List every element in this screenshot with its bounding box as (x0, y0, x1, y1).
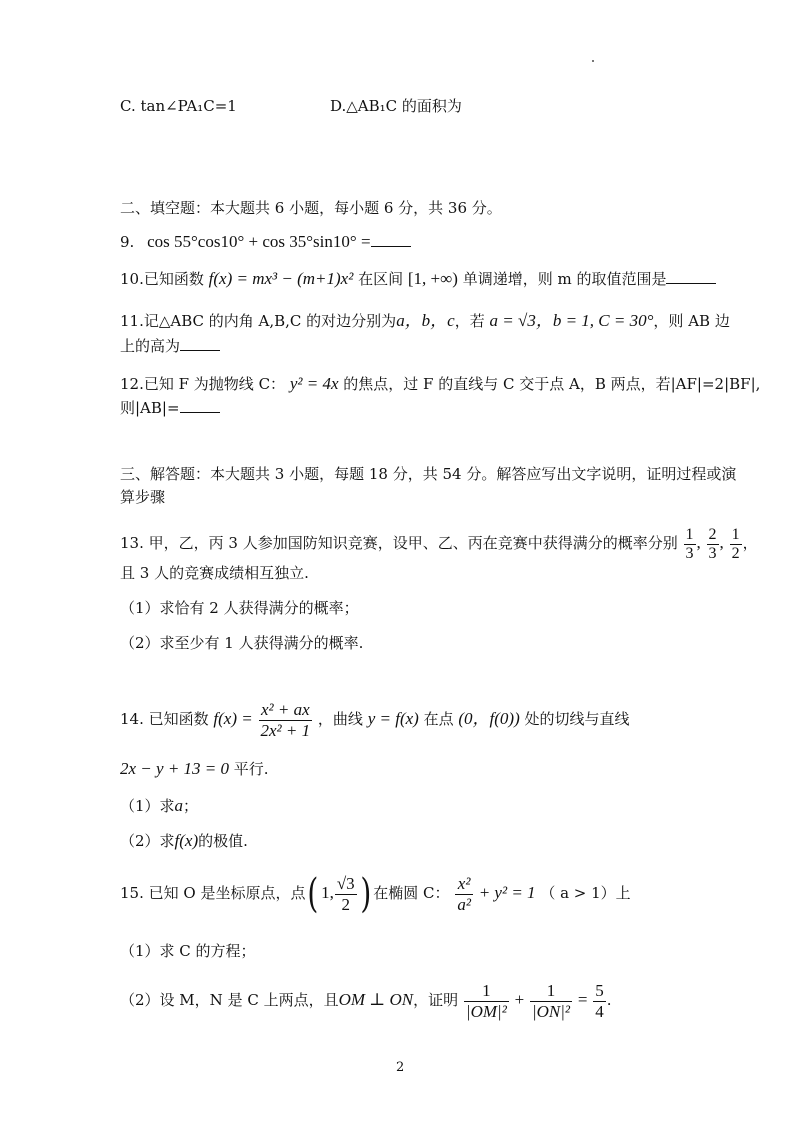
q11-text-a: 11.记△ABC 的内角 A,B,C 的对边分别为 (120, 312, 397, 330)
q11-line2-text: 上的高为 (120, 337, 181, 355)
q14-fraction: $\frac{\text{x² + ax}}{\text{2x² + 1}}$ (260, 699, 311, 740)
q14-lead: 14. 已知函数 (120, 710, 209, 728)
q12-line2-text: 则|AB|= (120, 399, 180, 417)
q15-point-y: $\frac{√3}{2}$ (336, 873, 355, 914)
q12-text-a: 12.已知 F 为抛物线 C： (120, 375, 286, 393)
q10-tail: 单调递增，则 m 的取值范围是 (462, 270, 667, 288)
q14-at: 在点 (423, 710, 454, 728)
page-number: 2 (396, 1060, 405, 1075)
q15-frac-om: $\frac{1}{\text{|OM|²}}$ (465, 980, 507, 1021)
q14-point: (0，f(0)) (458, 709, 520, 728)
q11-conditions: a = √3，b = 1, C = 30° (489, 311, 654, 330)
q13-line2: 且 3 人的竞赛成绩相互独立. (120, 564, 309, 582)
q14-line1 (120, 697, 630, 741)
q10-answer-blank (666, 283, 716, 284)
q9-expression: cos 55°cos10° + cos 35°sin10° = (147, 232, 371, 251)
q13-text: 13. 甲，乙，丙 3 人参加国防知识竞赛，设甲、乙、丙在竞赛中获得满分的概率分别 (120, 534, 678, 552)
q11-text-c: ，则 AB 边 (653, 312, 730, 330)
q15-part2: （2）设 M，N 是 C 上两点，且OM ⊥ ON，证明 $\frac{1}{\text{|OM|²}}$ + $\frac{1}{\text{|ON|²}}$ = $\frac{5}{4}$ . (120, 980, 612, 1021)
q15-point-x: 1, (321, 883, 334, 902)
q15-condition: （ a > 1）上 (540, 884, 631, 902)
section3-heading-line1: 三、解答题：本大题共 3 小题，每题 18 分，共 54 分。解答应写出文字说明，证明过程或演 (120, 465, 737, 483)
q10-interval: [1, +∞) (407, 269, 458, 288)
scan-speck (592, 60, 594, 62)
q10-mid: 在区间 (358, 270, 404, 288)
q10 (120, 268, 716, 290)
q15-perpendicular: OM ⊥ ON (338, 990, 414, 1009)
q14-curve: y = f(x) (367, 709, 419, 728)
q12-line2 (120, 397, 220, 419)
q13-line1: 13. 甲，乙，丙 3 人参加国防知识竞赛，设甲、乙、丙在竞赛中获得满分的概率分别 $\frac{1}{3}$ , $\frac{2}{3}$ , $\frac{1}{2}$ ， (120, 525, 758, 562)
q12-text-b: 的焦点，过 F 的直线与 C 交于点 A，B 两点，若|AF|=2|BF|, (343, 375, 761, 393)
q13-part2: （2）求至少有 1 人获得满分的概率. (120, 634, 364, 652)
section3-heading-line2: 算步骤 (120, 488, 166, 506)
q13-prob-yi: $\frac{2}{3}$ (708, 525, 717, 562)
q11-answer-blank (180, 350, 220, 351)
q15-ellipse-frac: $\frac{\text{x²}}{\text{a²}}$ (457, 873, 471, 914)
q9-number: 9. (120, 233, 135, 251)
q13-prob-bing: $\frac{1}{2}$ (731, 525, 740, 562)
q12-parabola-eq: y² = 4x (289, 374, 339, 393)
q15-left-paren: ( (307, 871, 319, 917)
q15-lead: 15. 已知 O 是坐标原点，点 (120, 884, 306, 902)
section2-heading: 二、填空题：本大题共 6 小题，每小题 6 分，共 36 分。 (120, 199, 502, 217)
q10-function: f(x) = mx³ − (m+1)x² (208, 269, 354, 288)
q15-frac-on: $\frac{1}{\text{|ON|²}}$ (531, 980, 571, 1021)
q14-part1: （1）求a； (120, 796, 199, 815)
q15-part1: （1）求 C 的方程； (120, 942, 256, 960)
q15-line1 (120, 865, 631, 921)
q14-mid: ，曲线 (317, 710, 363, 728)
q14-fx-ref: f(x) (174, 831, 199, 850)
q12-answer-blank (180, 412, 220, 413)
q14-line-eq: 2x − y + 13 = 0 (120, 759, 230, 778)
q8-option-c: C. tan∠PA₁C=1 (120, 97, 237, 115)
q13-prob-jia: $\frac{1}{3}$ (685, 525, 694, 562)
q11-text-b: ，若 (454, 312, 485, 330)
q8-option-d: D.△AB₁C 的面积为 (330, 97, 462, 115)
q12-line1 (120, 373, 760, 395)
q14-part2: （2）求f(x)的极值. (120, 831, 248, 850)
q15-ellipse-rest: + y² = 1 (478, 883, 536, 902)
q10-lead: 10.已知函数 (120, 270, 204, 288)
q14-line2 (120, 758, 269, 780)
q15-on: 在椭圆 C： (373, 884, 450, 902)
q9 (120, 231, 411, 253)
q11-line1 (120, 310, 730, 332)
q14-line2-tail: 平行. (233, 760, 269, 778)
q13-part1: （1）求恰有 2 人获得满分的概率； (120, 599, 359, 617)
q11-vars: a，b，c (396, 311, 455, 330)
q14-fx: f(x) = (213, 709, 253, 728)
q15-frac-result: $\frac{5}{4}$ (595, 980, 604, 1021)
q14-tail: 处的切线与直线 (524, 710, 630, 728)
q11-line2 (120, 335, 220, 357)
q14-var-a: a (174, 796, 184, 815)
q15-right-paren: ) (360, 871, 371, 917)
q9-answer-blank (371, 246, 411, 247)
